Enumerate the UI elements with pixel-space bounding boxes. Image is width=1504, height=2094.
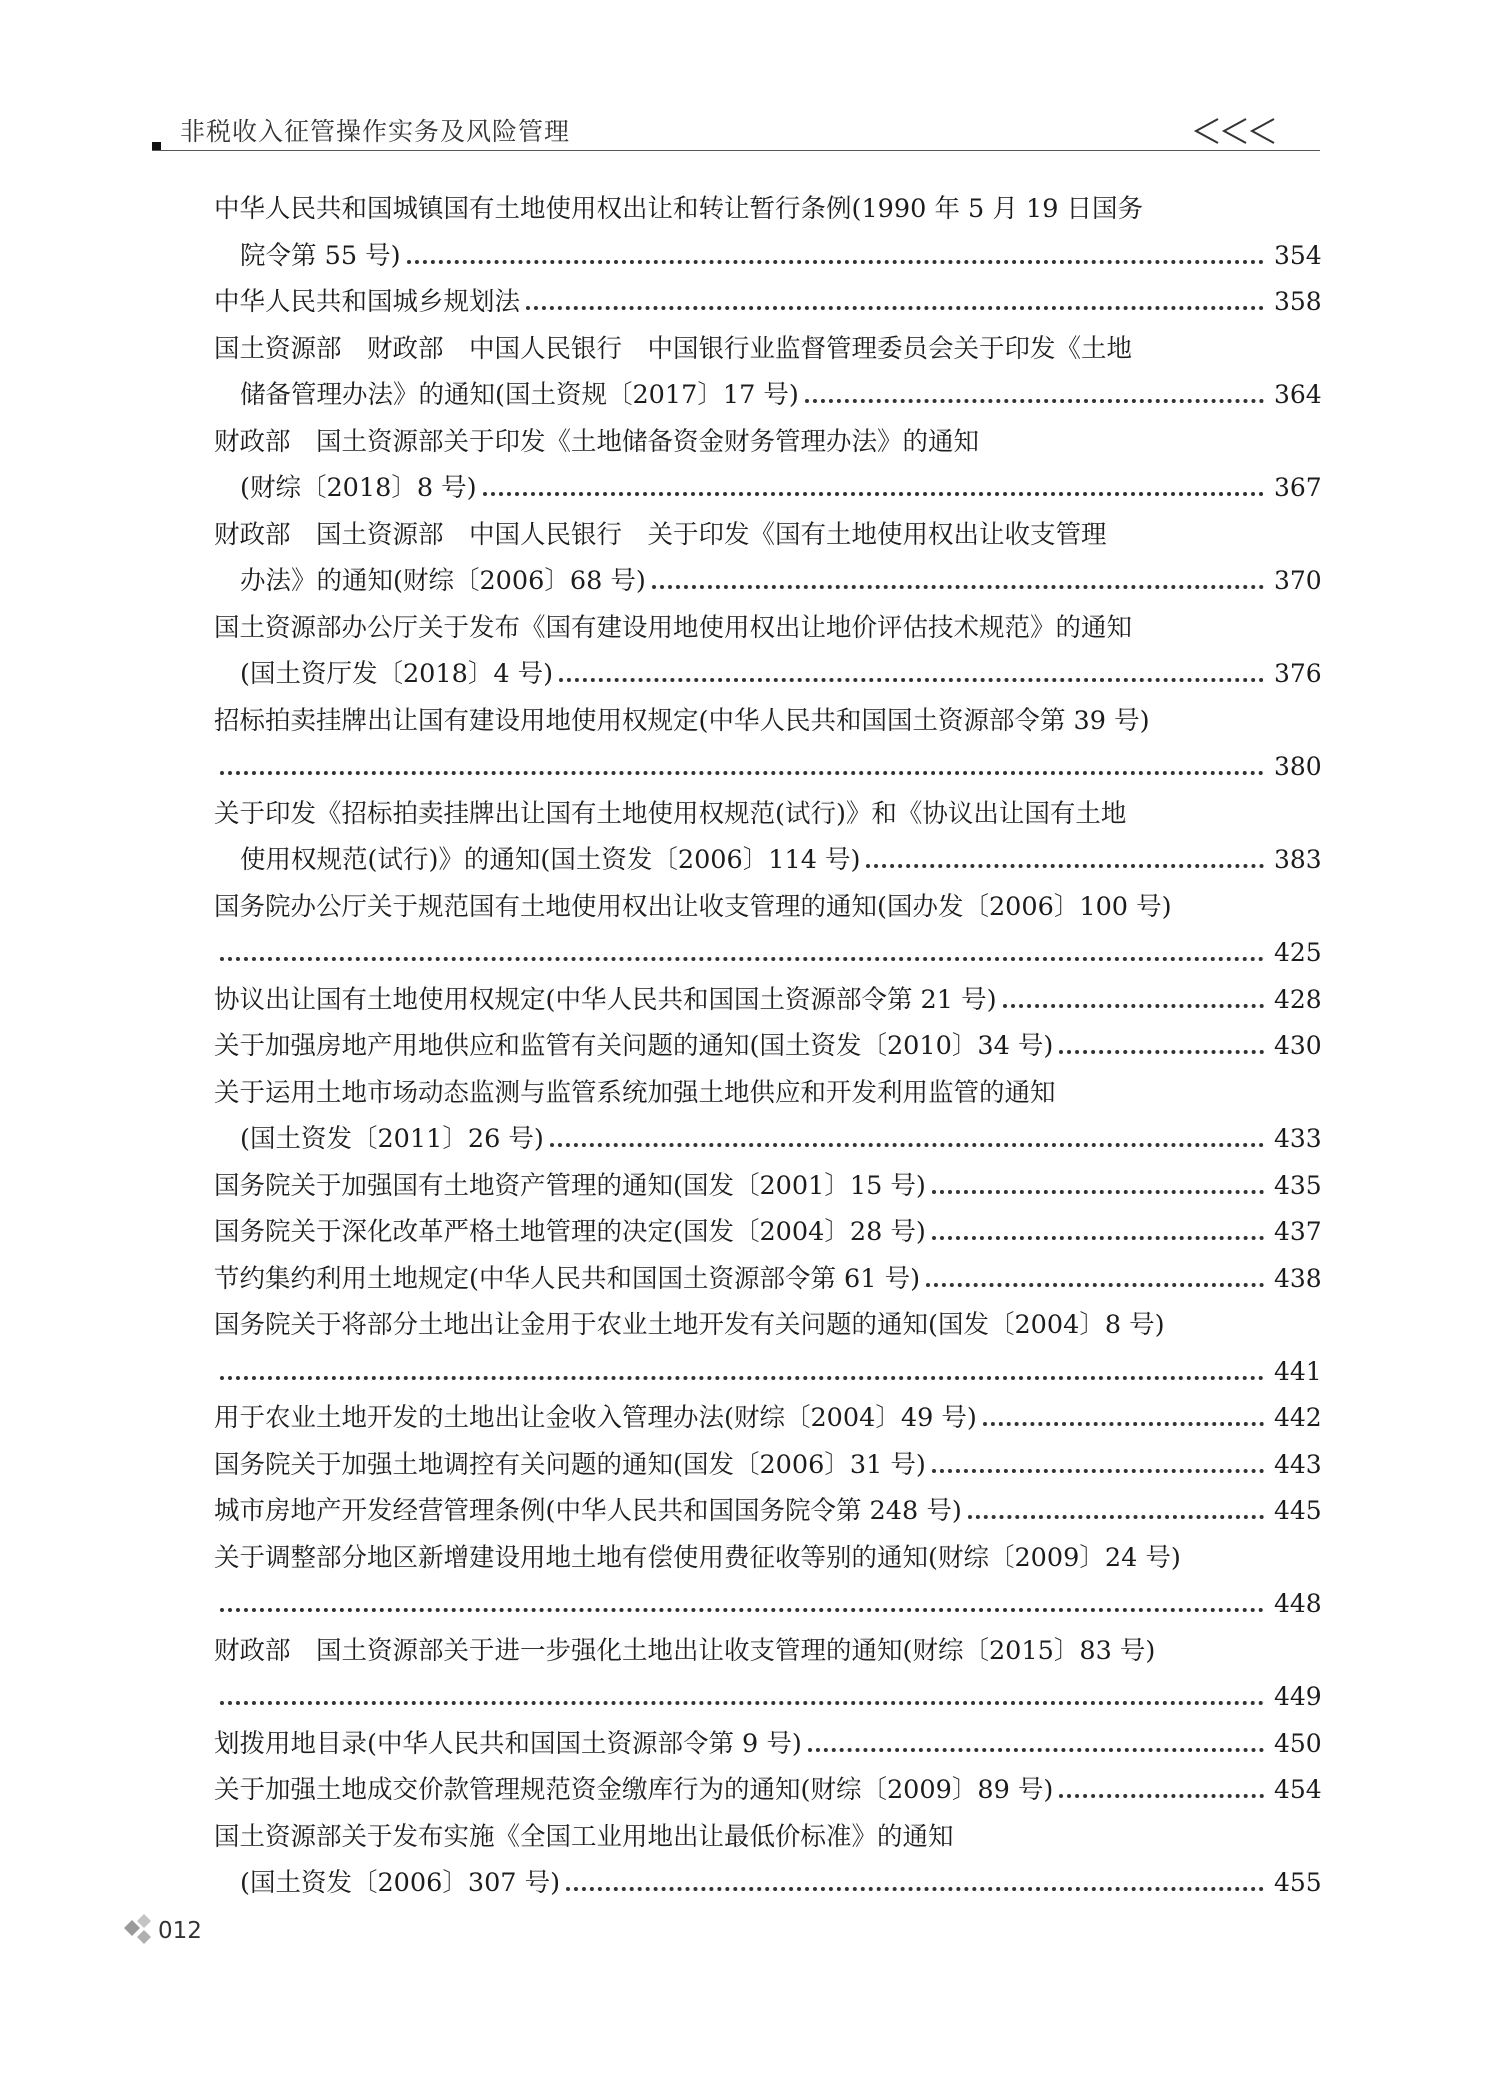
- chevron-left-icon: [1192, 116, 1290, 146]
- toc-entry-title: 国务院办公厅关于规范国有土地使用权出让收支管理的通知(国办发〔2006〕100 号): [214, 891, 1172, 922]
- toc-page-number: 380: [1274, 752, 1322, 781]
- dot-leader: [220, 957, 1264, 961]
- toc-entry-title: 用于农业土地开发的土地出让金收入管理办法(财综〔2004〕49 号): [214, 1403, 977, 1433]
- toc-entry-title: 中华人民共和国城镇国有土地使用权出让和转让暂行条例(1990 年 5 月 19 日国务: [214, 194, 1144, 224]
- toc-page-number: 443: [1274, 1449, 1322, 1479]
- toc-page-number: 441: [1274, 1356, 1322, 1386]
- dot-leader: [926, 1283, 1264, 1287]
- dot-leader: [1059, 1050, 1264, 1054]
- toc-page-number: 383: [1274, 845, 1322, 874]
- dot-leader: [652, 585, 1264, 589]
- toc-entry: [214, 977, 1320, 1024]
- toc-entry-title: 财政部 国土资源部关于进一步强化土地出让收支管理的通知(财综〔2015〕83 号): [214, 1635, 1156, 1666]
- toc-entry-title: 国务院关于加强国有土地资产管理的通知(国发〔2001〕15 号): [214, 1170, 926, 1201]
- toc-entry-title: (国土资发〔2011〕26 号): [240, 1124, 544, 1154]
- dot-leader: [550, 1143, 1264, 1147]
- header-rule: [152, 150, 1320, 151]
- toc-entry: [214, 233, 1320, 280]
- toc-entry: [214, 605, 1320, 652]
- dot-leader: [483, 492, 1264, 496]
- toc-entry-title: 国土资源部 财政部 中国人民银行 中国银行业监督管理委员会关于印发《土地: [214, 333, 1133, 364]
- toc-page-number: 455: [1274, 1868, 1322, 1897]
- toc-page-number: 448: [1274, 1589, 1322, 1618]
- toc-entry: [214, 1814, 1320, 1861]
- toc-entry-title: 财政部 国土资源部 中国人民银行 关于印发《国有土地使用权出让收支管理: [214, 519, 1107, 550]
- toc-entry: [214, 1163, 1320, 1210]
- toc-page-number: 450: [1274, 1728, 1322, 1758]
- toc-entry-title: 城市房地产开发经营管理条例(中华人民共和国国务院令第 248 号): [214, 1496, 962, 1526]
- toc-entry: [214, 1209, 1320, 1256]
- toc-page-number: 442: [1274, 1403, 1322, 1432]
- dot-leader: [220, 1608, 1264, 1612]
- dot-leader: [1059, 1794, 1264, 1798]
- toc-entry-title: 国务院关于将部分土地出让金用于农业土地开发有关问题的通知(国发〔2004〕8 号): [214, 1310, 1165, 1340]
- dot-leader: [805, 399, 1264, 403]
- dot-leader: [932, 1236, 1264, 1240]
- dot-leader: [1003, 1004, 1264, 1008]
- dot-leader: [866, 864, 1264, 868]
- toc-entry: [214, 326, 1320, 373]
- toc-entry: [214, 1767, 1320, 1814]
- toc-entry: [214, 1860, 1320, 1907]
- diamond-ornament-icon: [118, 1910, 160, 1952]
- toc-entry: [214, 1023, 1320, 1070]
- book-title: 非税收入征管操作实务及风险管理: [180, 117, 571, 146]
- toc-entry-title: 使用权规范(试行)》的通知(国土资发〔2006〕114 号): [240, 845, 861, 875]
- toc-entry-title: 关于加强房地产用地供应和监管有关问题的通知(国土资发〔2010〕34 号): [214, 1031, 1054, 1061]
- toc-entry-title: 国务院关于深化改革严格土地管理的决定(国发〔2004〕28 号): [214, 1217, 926, 1247]
- toc-page-number: 437: [1274, 1217, 1322, 1246]
- toc-page-number: 449: [1274, 1682, 1322, 1711]
- toc-entry-title: 办法》的通知(财综〔2006〕68 号): [240, 566, 646, 596]
- toc-entry: [214, 1442, 1320, 1489]
- toc-entry-title: 节约集约利用土地规定(中华人民共和国国土资源部令第 61 号): [214, 1263, 921, 1294]
- toc-entry: [214, 1256, 1320, 1303]
- toc-entry: [214, 372, 1320, 419]
- toc-page-number: 425: [1274, 938, 1322, 967]
- toc-entry: [214, 837, 1320, 884]
- toc-entry: [214, 1302, 1320, 1349]
- toc-entry: [214, 1535, 1320, 1582]
- toc-entry: [214, 1488, 1320, 1535]
- dot-leader: [808, 1748, 1264, 1752]
- dot-leader: [526, 306, 1264, 310]
- toc-page-number: 367: [1274, 473, 1322, 502]
- running-header: [152, 108, 1320, 152]
- toc-page-number: 430: [1274, 1031, 1322, 1060]
- dot-leader: [407, 260, 1264, 264]
- toc-entry: [214, 512, 1320, 559]
- toc-entry-title: 中华人民共和国城乡规划法: [214, 287, 521, 317]
- toc-entry-title: 财政部 国土资源部关于印发《土地储备资金财务管理办法》的通知: [214, 426, 980, 457]
- toc-entry: [214, 279, 1320, 326]
- toc-entry: [214, 651, 1320, 698]
- toc-entry-title: (国土资发〔2006〕307 号): [240, 1868, 561, 1898]
- toc-page-number: 435: [1274, 1170, 1322, 1200]
- toc-page-number: 433: [1274, 1124, 1322, 1153]
- toc-entry-title: 划拨用地目录(中华人民共和国国土资源部令第 9 号): [214, 1728, 802, 1759]
- dot-leader: [559, 678, 1264, 682]
- toc-entry-title: 协议出让国有土地使用权规定(中华人民共和国国土资源部令第 21 号): [214, 984, 997, 1015]
- toc-entry: [214, 419, 1320, 466]
- toc-page-number: 364: [1274, 380, 1322, 409]
- toc-entry-title: 关于印发《招标拍卖挂牌出让国有土地使用权规范(试行)》和《协议出让国有土地: [214, 798, 1127, 829]
- dot-leader: [220, 1376, 1264, 1380]
- dot-leader: [220, 771, 1264, 775]
- dot-leader: [566, 1887, 1264, 1891]
- toc-entry: [214, 465, 1320, 512]
- toc-entry: [214, 1349, 1320, 1396]
- table-of-contents: [214, 186, 1320, 1907]
- toc-page-number: 370: [1274, 566, 1322, 595]
- toc-entry-title: 储备管理办法》的通知(国土资规〔2017〕17 号): [240, 380, 799, 410]
- toc-entry: [214, 698, 1320, 745]
- toc-entry-title: 国土资源部关于发布实施《全国工业用地出让最低价标准》的通知: [214, 1821, 954, 1852]
- toc-entry: [214, 1070, 1320, 1117]
- toc-entry-title: 国土资源部办公厅关于发布《国有建设用地使用权出让地价评估技术规范》的通知: [214, 612, 1133, 643]
- dot-leader: [932, 1190, 1264, 1194]
- toc-entry: [214, 186, 1320, 233]
- toc-entry: [214, 1674, 1320, 1721]
- toc-page-number: 454: [1274, 1775, 1322, 1804]
- dot-leader: [968, 1515, 1264, 1519]
- dot-leader: [220, 1701, 1264, 1705]
- toc-page-number: 358: [1274, 287, 1322, 316]
- toc-entry: [214, 1581, 1320, 1628]
- toc-entry: [214, 791, 1320, 838]
- toc-page-number: 376: [1274, 659, 1322, 688]
- toc-page-number: 438: [1274, 1263, 1322, 1293]
- toc-entry-title: 院令第 55 号): [240, 240, 401, 271]
- toc-entry: [214, 1395, 1320, 1442]
- toc-entry: [214, 558, 1320, 605]
- toc-entry: [214, 1628, 1320, 1675]
- toc-page-number: 354: [1274, 240, 1322, 270]
- dot-leader: [932, 1469, 1264, 1473]
- toc-page-number: 445: [1274, 1496, 1322, 1525]
- page-number: 012: [158, 1918, 202, 1944]
- toc-entry-title: (国土资厅发〔2018〕4 号): [240, 659, 554, 689]
- toc-entry-title: 关于加强土地成交价款管理规范资金缴库行为的通知(财综〔2009〕89 号): [214, 1775, 1054, 1805]
- page-footer: [118, 1910, 238, 1960]
- dot-leader: [983, 1422, 1264, 1426]
- toc-entry: [214, 1116, 1320, 1163]
- toc-entry-title: 国务院关于加强土地调控有关问题的通知(国发〔2006〕31 号): [214, 1449, 926, 1480]
- toc-page-number: 428: [1274, 984, 1322, 1014]
- toc-entry-title: (财综〔2018〕8 号): [240, 473, 477, 503]
- toc-entry: [214, 930, 1320, 977]
- toc-entry: [214, 1721, 1320, 1768]
- toc-entry: [214, 744, 1320, 791]
- toc-entry: [214, 884, 1320, 931]
- toc-entry-title: 关于运用土地市场动态监测与监管系统加强土地供应和开发利用监管的通知: [214, 1077, 1056, 1108]
- toc-entry-title: 关于调整部分地区新增建设用地土地有偿使用费征收等别的通知(财综〔2009〕24 号): [214, 1542, 1181, 1573]
- toc-entry-title: 招标拍卖挂牌出让国有建设用地使用权规定(中华人民共和国国土资源部令第 39 号): [214, 705, 1150, 736]
